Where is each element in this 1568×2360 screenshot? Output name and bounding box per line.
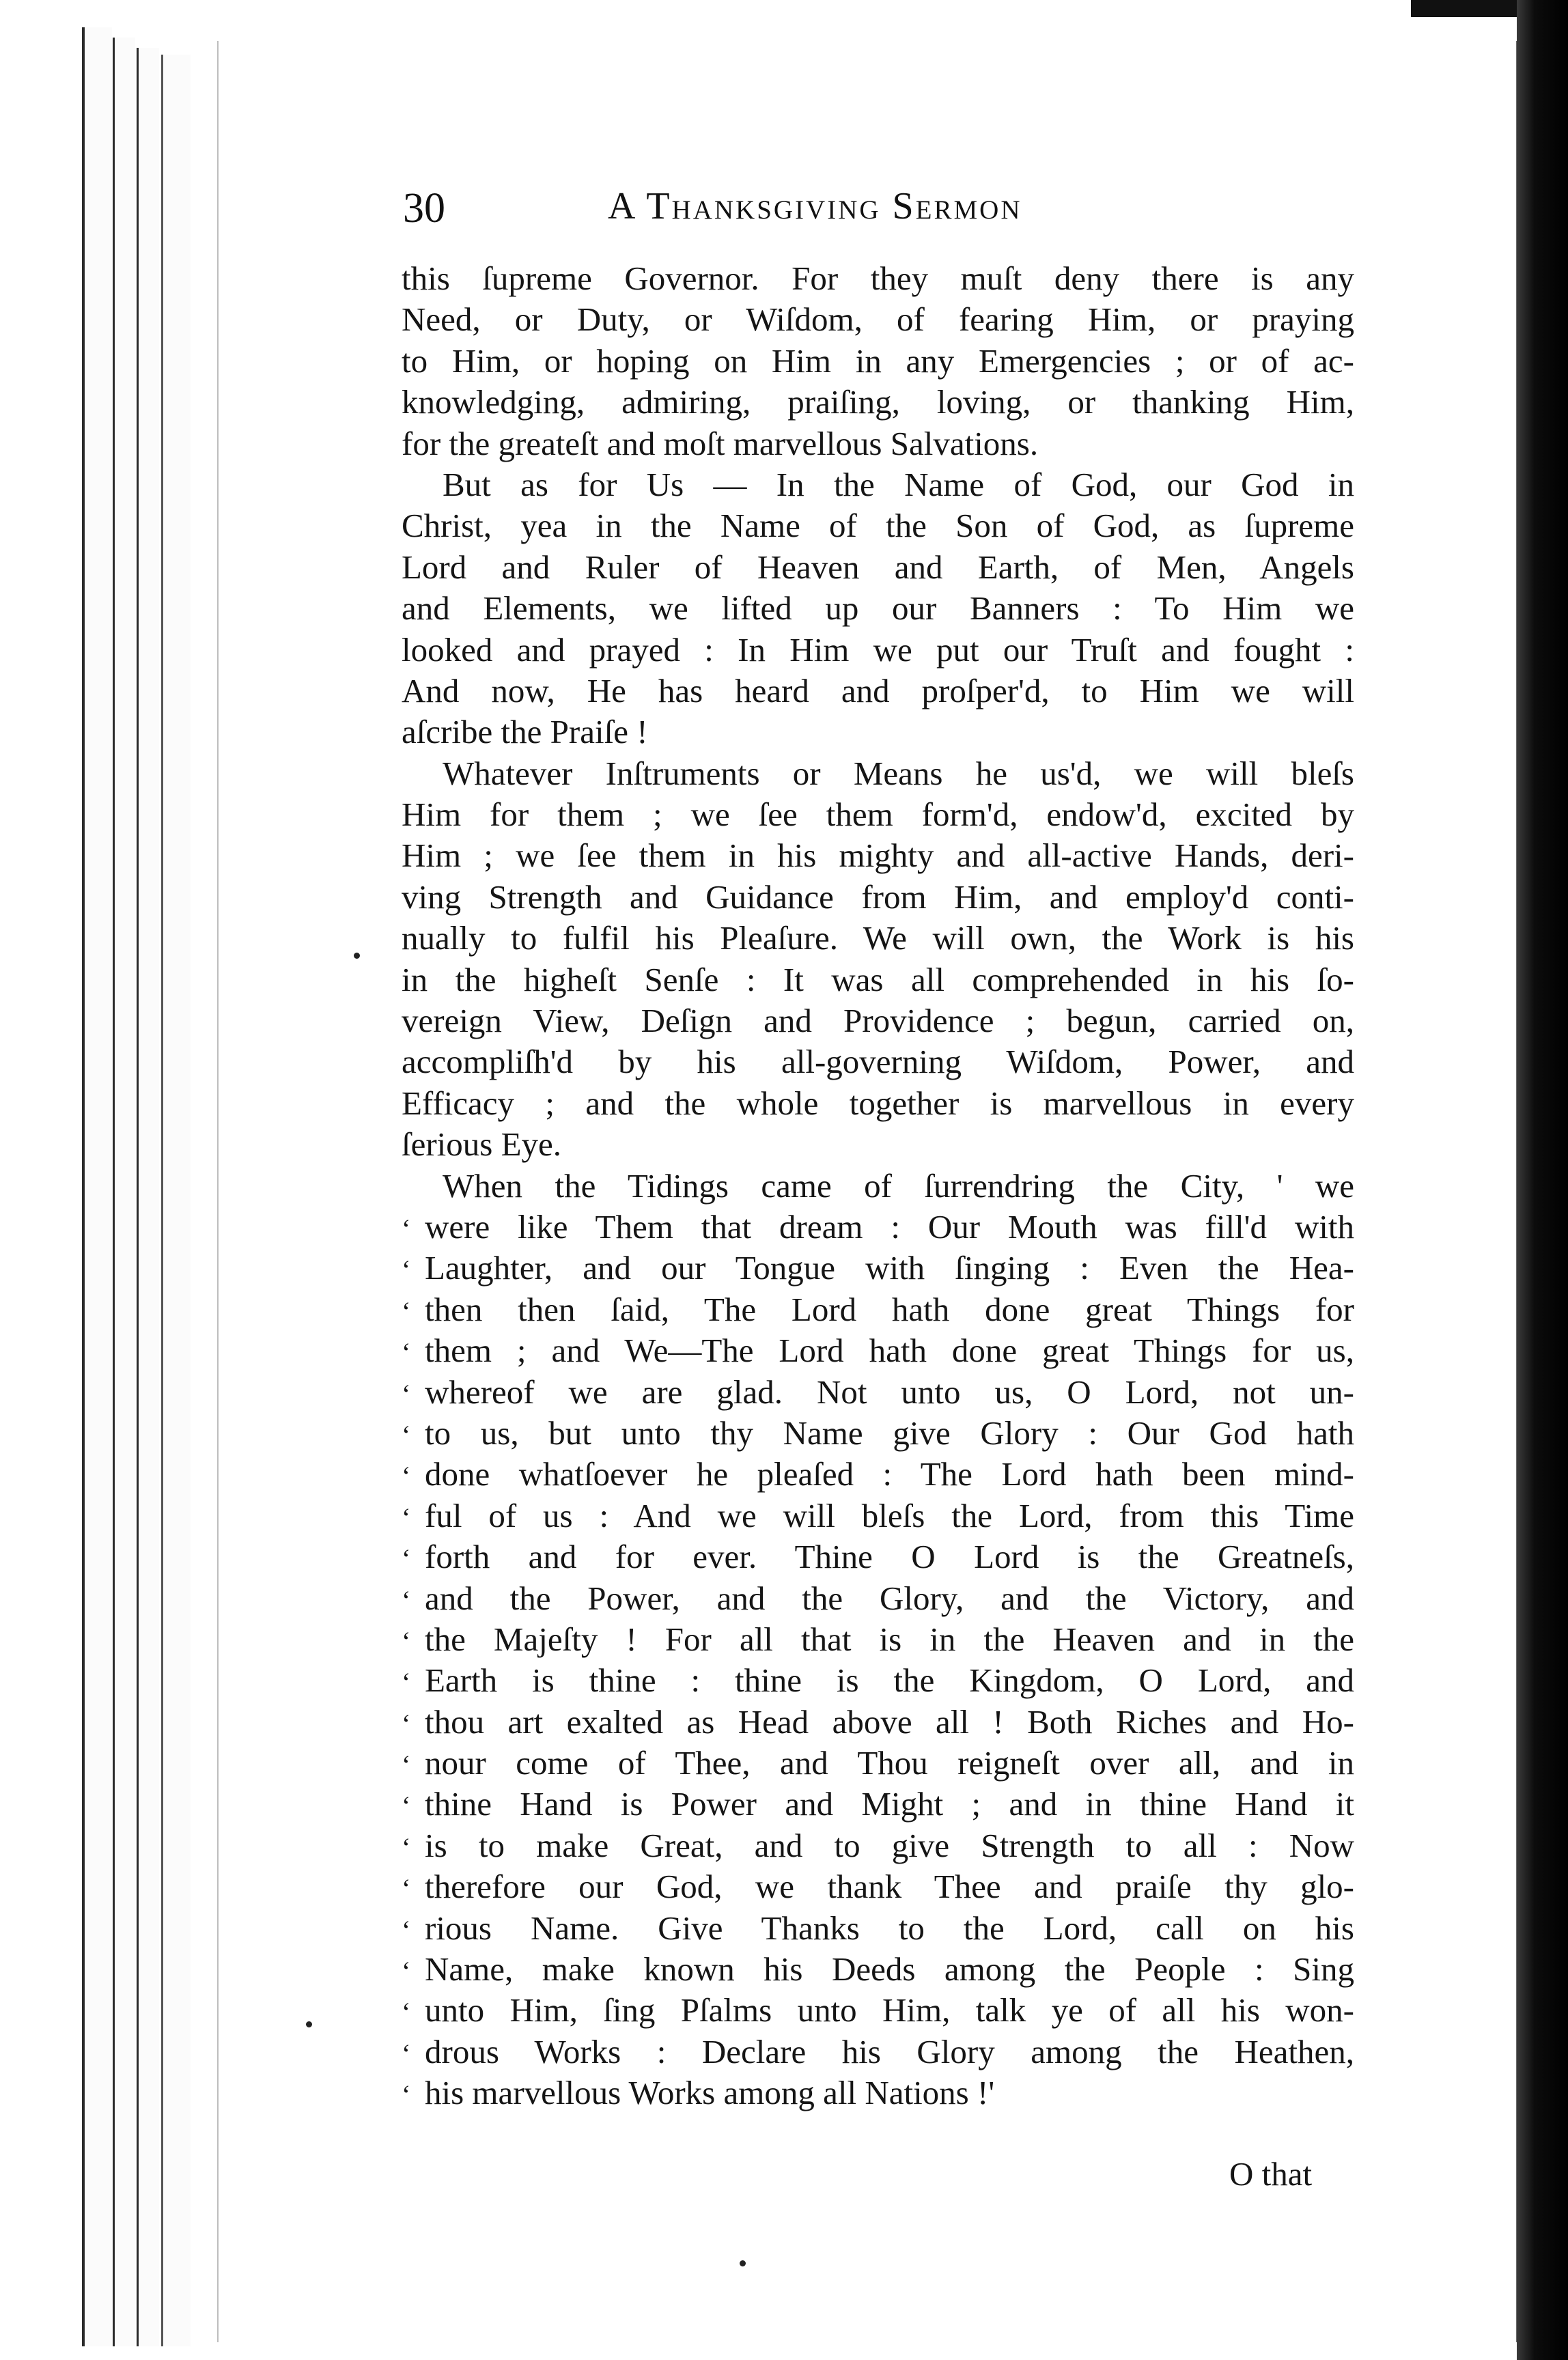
text-line: Him ; we ſee them in his mighty and all-active Hands, deri- (402, 837, 1354, 875)
quote-mark: ‘ (402, 1750, 411, 1781)
quoted-text: thine Hand is Power and Might ; and in thine Hand it (425, 1785, 1354, 1823)
quote-mark: ‘ (402, 1956, 411, 1987)
quote-mark: ‘ (402, 1873, 411, 1905)
quote-mark: ‘ (402, 1419, 411, 1450)
page-edge (113, 38, 135, 2346)
ink-speck (740, 2260, 746, 2266)
quoted-line (402, 1990, 1354, 2031)
quoted-text: then then ſaid, The Lord hath done great Things for (425, 1290, 1354, 1328)
ink-speck (354, 953, 360, 959)
quoted-text: and the Power, and the Glory, and the Victory, and (425, 1579, 1354, 1617)
running-title: A Thanksgiving Sermon (608, 185, 1022, 227)
quote-mark: ‘ (402, 1337, 411, 1368)
quoted-line (402, 1248, 1354, 1289)
quote-mark: ‘ (402, 1625, 411, 1657)
quoted-text: his marvellous Works among all Nations !' (425, 2074, 995, 2112)
text-line: Lord and Ruler of Heaven and Earth, of Men, Angels (402, 548, 1354, 586)
quoted-line (402, 1866, 1354, 1907)
quoted-text: rious Name. Give Thanks to the Lord, call on his (425, 1909, 1354, 1947)
text-line: Christ, yea in the Name of the Son of God, as ſupreme (402, 507, 1354, 545)
quoted-text: them ; and We—The Lord hath done great Things for us, (425, 1332, 1354, 1370)
text-line: Efficacy ; and the whole together is marvellous in every (402, 1084, 1354, 1122)
quoted-text: thou art exalted as Head above all ! Both Riches and Ho- (425, 1702, 1354, 1741)
quoted-line (402, 1495, 1354, 1536)
quoted-text: ful of us : And we will bleſs the Lord, from this Time (425, 1496, 1354, 1534)
quote-mark: ‘ (402, 1584, 411, 1616)
text-line: Whatever Inſtruments or Means he us'd, we will bleſs (443, 754, 1354, 792)
text-line: to Him, or hoping on Him in any Emergencies ; or of ac- (402, 341, 1354, 380)
ink-speck (306, 2021, 312, 2027)
quoted-text: Earth is thine : thine is the Kingdom, O Lord, and (425, 1661, 1354, 1700)
quoted-text: Laughter, and our Tongue with ſinging : Even the Hea- (425, 1249, 1354, 1287)
quoted-line (402, 1949, 1354, 1990)
text-line: Him for them ; we ſee them form'd, endow'd, excited by (402, 796, 1354, 834)
quote-mark: ‘ (402, 1295, 411, 1327)
quote-mark: ‘ (402, 1831, 411, 1863)
text-line: vereign View, Deſign and Providence ; begun, carried on, (402, 1002, 1354, 1040)
text-line: ſerious Eye. (402, 1125, 562, 1164)
quoted-line (402, 1413, 1354, 1454)
quoted-line (402, 1743, 1354, 1784)
quote-mark: ‘ (402, 1213, 411, 1244)
quoted-line (402, 1619, 1354, 1660)
quoted-text: were like Them that dream : Our Mouth was fill'd with (425, 1207, 1354, 1246)
quote-mark: ‘ (402, 1502, 411, 1533)
quoted-text: therefore our God, we thank Thee and praiſe thy glo- (425, 1868, 1354, 1906)
page-edge (161, 55, 191, 2346)
quoted-line (402, 1536, 1354, 1577)
text-line: When the Tidings came of ſurrendring the City, ' we (443, 1166, 1354, 1205)
quoted-line (402, 1454, 1354, 1495)
text-line: for the greateſt and moſt marvellous Salvations. (402, 424, 1039, 462)
text-line: nually to fulfil his Pleaſure. We will own, the Work is his (402, 919, 1354, 957)
text-line: ving Strength and Guidance from Him, and employ'd conti- (402, 877, 1354, 916)
quote-mark: ‘ (402, 2038, 411, 2069)
text-line: knowledging, admiring, praiſing, loving, or thanking Him, (402, 383, 1354, 421)
quoted-text: unto Him, ſing Pſalms unto Him, talk ye of all his won- (425, 1991, 1354, 2029)
quoted-line (402, 1784, 1354, 1825)
quoted-line (402, 1330, 1354, 1371)
quote-mark: ‘ (402, 1543, 411, 1575)
quote-mark: ‘ (402, 1461, 411, 1492)
text-line: But as for Us — In the Name of God, our God in (443, 465, 1354, 503)
quote-mark: ‘ (402, 1254, 411, 1286)
page-edge (82, 27, 112, 2346)
text-line: in the higheſt Senſe : It was all comprehended in his ſo- (402, 960, 1354, 998)
quote-mark: ‘ (402, 1708, 411, 1739)
text-line: And now, He has heard and proſper'd, to Him we will (402, 671, 1354, 710)
quoted-line (402, 1578, 1354, 1619)
quote-mark: ‘ (402, 1790, 411, 1822)
text-line: aſcribe the Praiſe ! (402, 713, 648, 751)
quoted-text: is to make Great, and to give Strength to all : Now (425, 1826, 1354, 1864)
quoted-text: drous Works : Declare his Glory among the Heathen, (425, 2032, 1354, 2070)
quoted-line (402, 1289, 1354, 1330)
quoted-line (402, 1702, 1354, 1743)
quoted-text: nour come of Thee, and Thou reigneſt over all, and in (425, 1744, 1354, 1782)
quote-mark: ‘ (402, 1667, 411, 1698)
quote-mark: ‘ (402, 1378, 411, 1409)
body-text (402, 258, 1354, 2114)
page-header (403, 184, 1373, 246)
quoted-line (402, 1908, 1354, 1949)
page-number: 30 (403, 185, 445, 231)
page-edge (137, 48, 159, 2346)
quoted-text: done whatſoever he pleaſed : The Lord hath been mind- (425, 1455, 1354, 1493)
catchword: O that (1229, 2155, 1313, 2193)
text-line: and Elements, we lifted up our Banners : To Him we (402, 589, 1354, 628)
quoted-line (402, 1660, 1354, 1701)
quoted-line (402, 1825, 1354, 1866)
binding-shadow (1517, 0, 1568, 2360)
text-line: Need, or Duty, or Wiſdom, of fearing Him, or praying (402, 300, 1354, 339)
text-line: accompliſh'd by his all-governing Wiſdom, Power, and (402, 1043, 1354, 1081)
text-line: looked and prayed : In Him we put our Truſt and fought : (402, 630, 1354, 669)
quoted-line (402, 2073, 1354, 2113)
text-line: this ſupreme Governor. For they muſt deny there is any (402, 259, 1354, 297)
quoted-text: whereof we are glad. Not unto us, O Lord, not un- (425, 1373, 1354, 1411)
quoted-line (402, 2032, 1354, 2073)
quoted-line (402, 1207, 1354, 1248)
quote-mark: ‘ (402, 1997, 411, 2028)
quoted-text: to us, but unto thy Name give Glory : Our God hath (425, 1414, 1354, 1452)
quote-mark: ‘ (402, 1914, 411, 1945)
quote-mark: ‘ (402, 2079, 411, 2111)
quoted-text: the Majeſty ! For all that is in the Heaven and in the (425, 1620, 1354, 1658)
quoted-text: forth and for ever. Thine O Lord is the Greatneſs, (425, 1538, 1354, 1576)
quoted-text: Name, make known his Deeds among the People : Sing (425, 1950, 1354, 1989)
quoted-line (402, 1372, 1354, 1413)
